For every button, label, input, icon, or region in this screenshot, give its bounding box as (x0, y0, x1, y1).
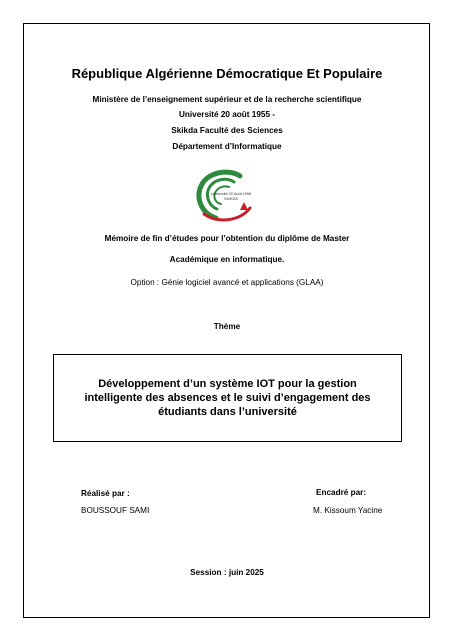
department-line: Département d’Informatique (172, 142, 282, 151)
ministry-line: Ministère de l’enseignement supérieur et de la recherche scientifique (92, 95, 362, 104)
university-line: Université 20 août 1955 - (178, 110, 276, 119)
theme-title (53, 377, 402, 419)
logo-text-line1: Université 20 Août 1955 (210, 192, 252, 196)
degree-line-2: Académique en informatique. (169, 255, 285, 264)
theme-title-line-1: Développement d’un système IOT pour la gestion (98, 378, 357, 390)
theme-title-line-3: étudiants dans l’université (158, 406, 297, 418)
university-logo-icon (194, 168, 256, 226)
logo-text-line2: SKIKDA (224, 197, 238, 201)
theme-title-line-2: intelligente des absences et le suivi d’engagement des (84, 392, 371, 404)
session-line: Session : juin 2025 (190, 568, 264, 577)
supervisor-name: M. Kissoum Yacine (313, 506, 383, 515)
option-text: Option : Génie logiciel avancé et applications (GLAA) (130, 278, 324, 287)
theme-label: Thème (213, 322, 241, 331)
faculty-line: Skikda Faculté des Sciences (171, 126, 283, 135)
author-name: BOUSSOUF SAMI (81, 506, 150, 515)
university-logo (194, 168, 256, 226)
option-line (0, 278, 454, 287)
supervisor-label: Encadré par: (316, 488, 367, 497)
degree-line-1: Mémoire de fin d’études pour l’obtention du diplôme de Master (104, 234, 350, 243)
author-label: Réalisé par : (81, 489, 130, 498)
country-title: République Algérienne Démocratique Et Populaire (71, 66, 383, 81)
